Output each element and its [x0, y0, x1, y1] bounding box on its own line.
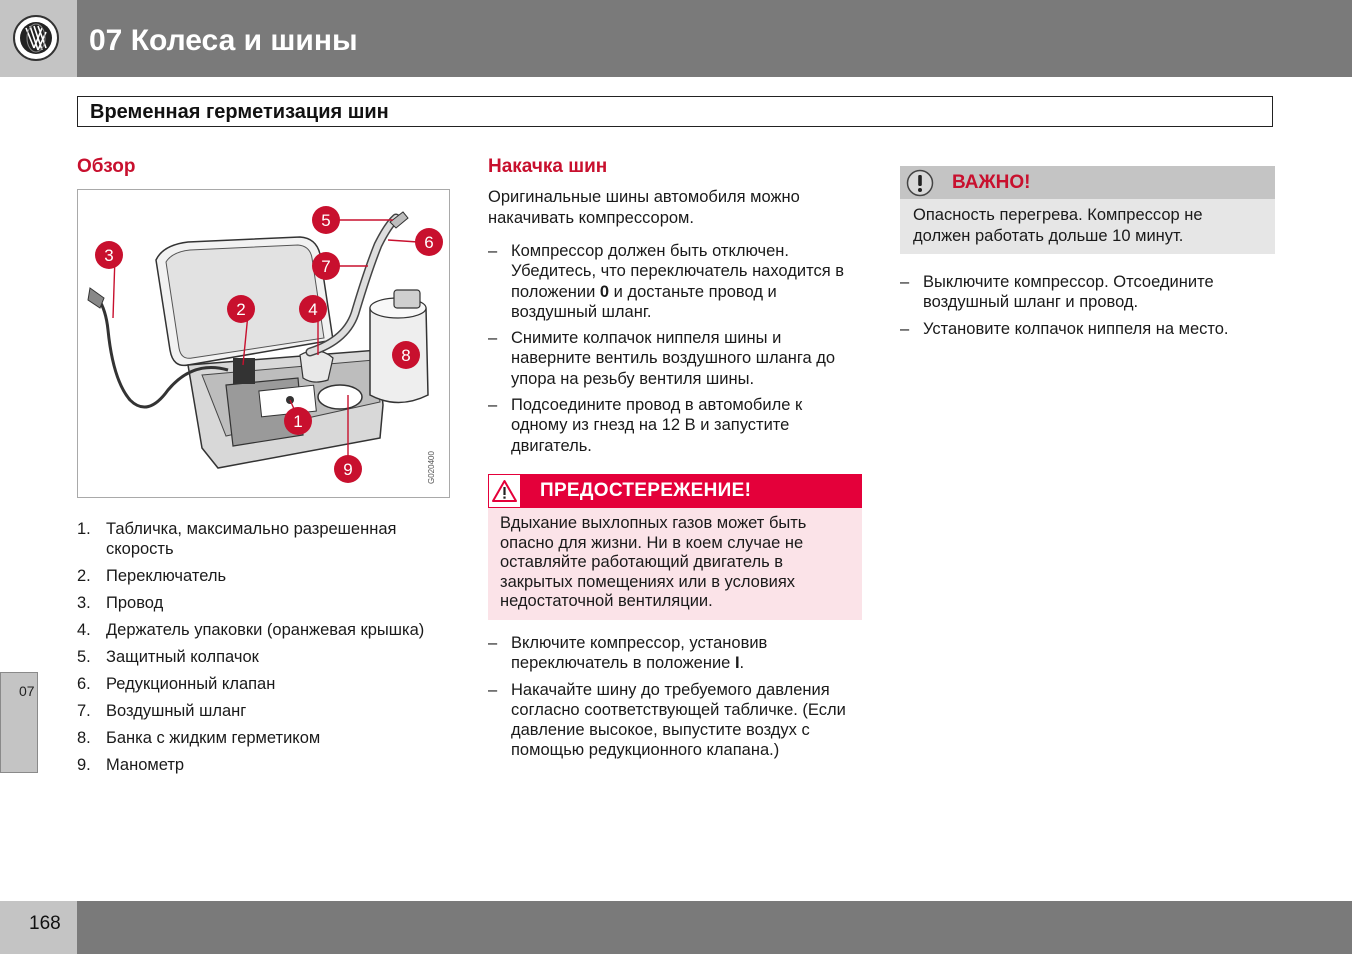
list-item: – Установите колпачок ниппеля на место. [900, 319, 1229, 338]
warning-title: ПРЕДОСТЕРЕЖЕНИЕ! [540, 480, 752, 501]
final-steps [900, 272, 1275, 345]
warning-triangle-icon [488, 474, 521, 508]
chapter-title: 07 Колеса и шины [89, 24, 358, 57]
list-item: 5. Защитный колпачок [77, 648, 259, 666]
compressor-figure [77, 189, 450, 498]
exclamation-icon [906, 169, 934, 197]
callout-6: 6 [424, 233, 434, 252]
chapter-side-tab [0, 672, 38, 773]
callout-7: 7 [321, 257, 331, 276]
inflation-heading: Накачка шин [488, 156, 608, 177]
list-item: – Подсоедините провод в автомобиле к одному из гнезд на 12 В и запустите двигатель. [488, 396, 803, 455]
list-item: 1. Табличка, максимально разрешенная скорость [77, 520, 397, 558]
compressor-illustration [78, 190, 449, 497]
figure-code: G020400 [427, 451, 436, 484]
chapter-tab-label: 07 [19, 683, 35, 699]
warning-text: Вдыхание выхлопных газов может быть опасно для жизни. Ни в коем случае не оставляйте работающий двигатель в закрытых помещениях или в условиях недостаточной вентиляции. [488, 508, 862, 620]
list-item: – Включите компрессор, установив переключатель в положение I. [488, 634, 768, 673]
inflation-intro: Оригинальные шины автомобиля можно накачивать компрессором. [488, 188, 800, 227]
section-title: Временная герметизация шин [90, 101, 389, 123]
list-item: 7. Воздушный шланг [77, 702, 247, 720]
warning-header [488, 474, 862, 508]
list-item: 2. Переключатель [77, 567, 227, 585]
list-item: 6. Редукционный клапан [77, 675, 276, 693]
list-item: 8. Банка с жидким герметиком [77, 729, 321, 747]
callout-3: 3 [104, 246, 114, 265]
list-item: – Снимите колпачок ниппеля шины и наверните вентиль воздушного шланга до упора на резьбу вентиля шины. [488, 329, 836, 388]
list-item: 3. Провод [77, 594, 164, 612]
callout-4: 4 [308, 300, 318, 319]
list-item: – Компрессор должен быть отключен. Убедитесь, что переключатель находится в положении 0 и достаньте провод и воздушный шланг. [488, 242, 844, 321]
inflation-steps-1 [488, 241, 860, 462]
inflation-steps-2 [488, 633, 860, 767]
header-icon-area [0, 0, 77, 77]
footer-bar [77, 901, 1352, 954]
overview-heading: Обзор [77, 156, 136, 177]
page-number: 168 [29, 913, 61, 934]
callout-5: 5 [321, 211, 331, 230]
callout-1: 1 [293, 412, 303, 431]
important-text: Опасность перегрева. Компрессор не должен работать дольше 10 минут. [900, 199, 1275, 254]
list-item: 4. Держатель упаковки (оранжевая крышка) [77, 621, 425, 639]
list-item: – Выключите компрессор. Отсоедините воздушный шланг и провод. [900, 273, 1214, 312]
important-title: ВАЖНО! [952, 172, 1031, 193]
tyre-icon [12, 14, 60, 62]
list-item: 9. Манометр [77, 756, 185, 774]
callout-9: 9 [343, 460, 353, 479]
list-item: – Накачайте шину до требуемого давления согласно соответствующей табличке. (Если давление высокое, выпустите воздух с помощью редукционного клапана.) [488, 680, 846, 760]
callout-8: 8 [401, 346, 411, 365]
callout-2: 2 [236, 300, 246, 319]
overview-parts-list [77, 519, 437, 782]
important-header [900, 166, 1275, 199]
section-title-box [77, 96, 1273, 127]
